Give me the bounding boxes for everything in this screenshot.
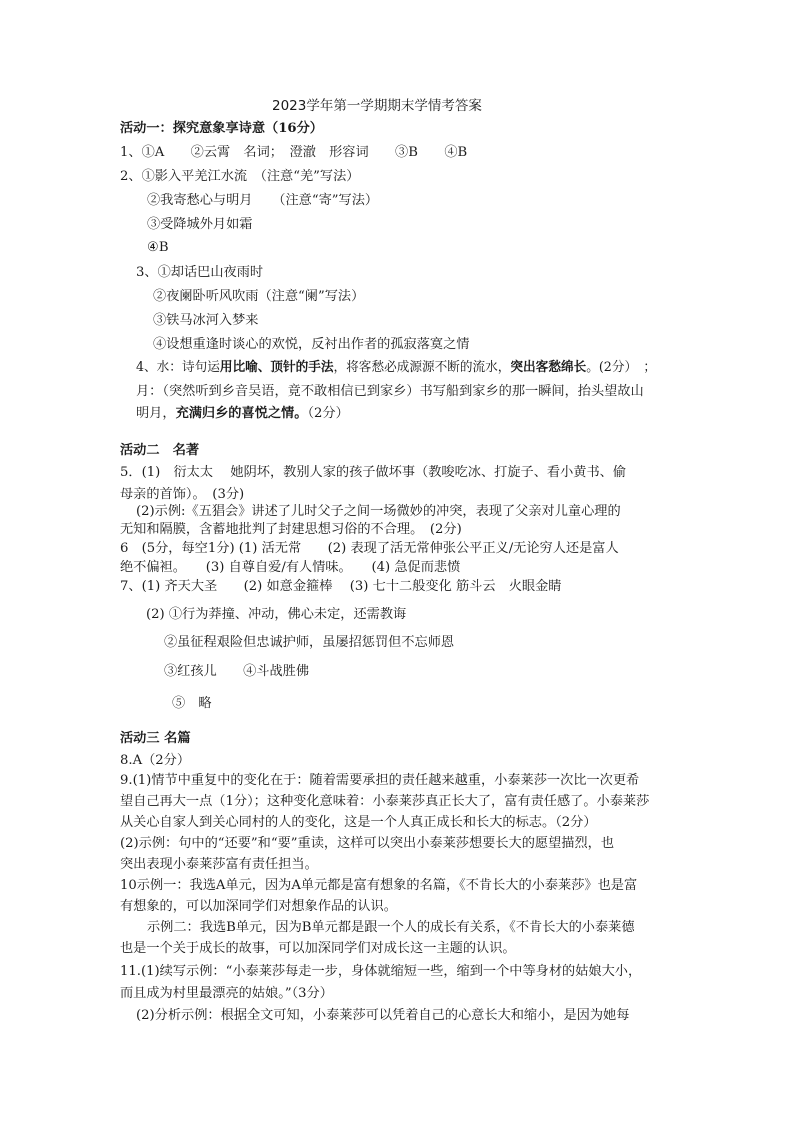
text-segment: 月：（突然听到乡音吴语，竟不敢相信已到家乡）书写船到家乡的那一瞬间，抬头望故山 (136, 384, 644, 399)
text-segment: 从关心自家人到关心同村的人的变化，这是一个人真正成长和长大的标志。（2分） (120, 815, 597, 830)
text-segment: 9.(1)情节中重复中的变化在于：随着需要承担的责任越来越重，小泰莱莎一次比一次更希 (120, 773, 640, 788)
text-line (120, 900, 397, 913)
text-segment: ②夜阑卧听风吹雨（注意“阑”写法） (153, 289, 365, 304)
bold-text-segment: 活动三 名篇 (120, 731, 191, 746)
text-segment: 8.A（2分） (120, 753, 191, 768)
bold-text-segment: 充满归乡的喜悦之情。 (175, 406, 308, 421)
text-segment: 7、(1) 齐天大圣 (2) 如意金箍棒 (3) 七十二般变化 筋斗云 火眼金睛 (120, 579, 562, 594)
text-line (153, 338, 470, 351)
text-segment: 6 (5分，每空1分) (1) 活无常 (2) 表现了活无常伸张公平正义/无论穷人还是富人 (120, 541, 619, 556)
text-line (120, 561, 460, 574)
text-segment: ③受降城外月如霜 (147, 217, 253, 232)
text-line (164, 636, 454, 649)
text-segment: (2)示例:《五猖会》讲述了儿时父子之间一场微妙的冲突，表现了父亲对儿童心理的 (136, 504, 621, 519)
text-segment: 明月， (136, 406, 176, 421)
text-line (136, 1009, 629, 1022)
text-segment: ，将客愁必成源源不断的流水， (333, 360, 511, 375)
text-segment: 无知和隔膜，含蓄地批判了封建思想习俗的不合理。 (2分) (120, 522, 462, 537)
text-segment: 也是一个关于成长的故事，可以加深同学们对成长这一主题的认识。 (120, 941, 516, 956)
text-line (136, 407, 349, 420)
text-line (146, 608, 406, 621)
text-segment: 有想象的，可以加深同学们对想象作品的认识。 (120, 899, 397, 914)
text-segment: 母亲的首饰）。 (3分) (120, 487, 245, 502)
text-line (120, 444, 199, 457)
text-segment: 突出表现小泰莱莎富有责任担当。 (120, 857, 318, 872)
text-line (153, 290, 364, 303)
page-title: 2023学年第一学期期末学情考答案 (272, 98, 482, 114)
text-line (120, 466, 626, 479)
bold-text-segment: 突出客愁绵长 (510, 360, 587, 375)
text-line (120, 754, 190, 767)
text-line (120, 542, 619, 555)
text-line (120, 774, 639, 787)
text-line (120, 488, 244, 501)
text-line (120, 837, 614, 850)
text-line (147, 241, 169, 254)
text-line (147, 218, 253, 231)
bold-text-segment: 用比喻、顶针的手法 (219, 360, 334, 375)
text-line (120, 146, 467, 159)
text-line (153, 314, 259, 327)
text-segment: 4、水：诗句运 (136, 360, 220, 375)
text-line (147, 921, 635, 934)
text-segment: （2分） (307, 406, 349, 421)
text-line (136, 385, 644, 398)
text-segment: 示例二：我选B单元，因为B单元都是跟一个人的成长有关系，《不肯长大的小泰莱德 (147, 920, 635, 935)
text-line (164, 665, 309, 678)
text-segment: 1、①A ②云霄 名词； 澄澈 形容词 ③B ④B (120, 145, 468, 160)
text-line (172, 697, 212, 710)
text-line (120, 942, 516, 955)
text-line (120, 523, 462, 536)
text-line (136, 505, 621, 518)
text-segment: (2)示例：句中的“还要”和“要”重读，这样可以突出小泰莱莎想要长大的愿望描烈，也 (120, 836, 615, 851)
text-line (120, 732, 191, 745)
text-segment: ②虽征程艰险但忠诚护师，虽屡招惩罚但不忘师恩 (164, 635, 455, 650)
text-segment: 绝不偏袒。 (3) 自尊自爱/有人情味。 (4) 急促而悲愤 (120, 560, 461, 575)
text-segment: ④B (147, 240, 169, 255)
text-line (120, 879, 637, 892)
text-line (136, 361, 656, 374)
bold-text-segment: 活动二 名著 (120, 443, 200, 458)
text-line (120, 580, 561, 593)
bold-text-segment: 活动一：探究意象享诗意（16分） (120, 121, 323, 136)
text-segment: 5．(1) 衍太太 她阴坏，教别人家的孩子做坏事（教唆吃冰、打旋子、看小黄书、偷 (120, 465, 627, 480)
text-segment: 望自己再大一点（1分）；这种变化意味着：小泰莱莎真正长大了，富有责任感了。小泰莱莎 (120, 794, 650, 809)
text-line (120, 816, 597, 829)
text-segment: ⑤ 略 (172, 696, 212, 711)
text-line (120, 987, 333, 1000)
text-line (120, 965, 641, 978)
text-line (120, 122, 323, 135)
text-segment: ②我寄愁心与明月 （注意“寄”写法） (147, 193, 379, 208)
text-segment: ③红孩儿 ④斗战胜佛 (164, 664, 310, 679)
text-line (120, 170, 359, 183)
text-segment: 2、①影入平羌江水流 （注意“羌”写法） (120, 169, 360, 184)
text-segment: ③铁马冰河入梦来 (153, 313, 259, 328)
text-line (120, 858, 318, 871)
text-segment: 11.(1)续写示例：“小泰莱莎每走一步，身体就缩短一些，缩到一个中等身材的姑娘大小， (120, 964, 642, 979)
text-segment: 3、①却话巴山夜雨时 (136, 265, 264, 280)
text-segment: (2) ①行为莽撞、冲动，佛心未定，还需教诲 (146, 607, 407, 622)
text-segment: (2)分析示例：根据全文可知，小泰莱莎可以凭着自己的心意长大和缩小，是因为她每 (136, 1008, 630, 1023)
text-line (136, 266, 263, 279)
text-line (147, 194, 378, 207)
text-segment: 。(2分） ； (586, 360, 657, 375)
text-segment: ④设想重逢时谈心的欢悦，反衬出作者的孤寂落寞之情 (153, 337, 470, 352)
text-segment: 10示例一：我选A单元，因为A单元都是富有想象的名篇，《不肯长大的小泰莱莎》也是富 (120, 878, 638, 893)
text-line (120, 795, 649, 808)
text-segment: 而且成为村里最漂亮的姑娘。”（3分） (120, 986, 333, 1001)
